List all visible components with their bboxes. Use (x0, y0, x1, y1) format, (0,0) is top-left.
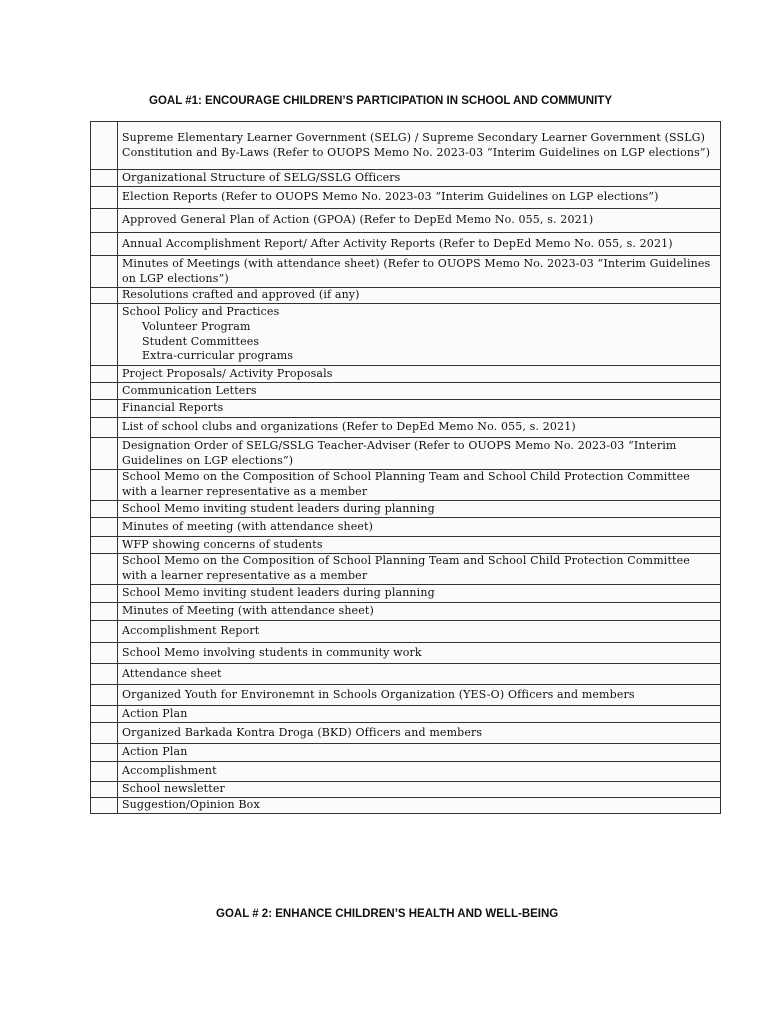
checkbox-cell[interactable] (91, 723, 118, 744)
requirement-text: Attendance sheet (122, 666, 222, 680)
requirement-text: Organized Barkada Kontra Droga (BKD) Officers and members (122, 725, 483, 739)
requirement-cell (118, 744, 721, 762)
checkbox-cell[interactable] (91, 585, 118, 603)
requirement-cell (118, 643, 721, 664)
requirement-cell (118, 685, 721, 706)
checklist-row (91, 762, 721, 782)
checklist-row (91, 366, 721, 383)
requirement-text: Approved General Plan of Action (GPOA) (Refer to DepEd Memo No. 055, s. 2021) (122, 213, 594, 227)
requirement-text: School Memo involving students in community work (122, 645, 422, 659)
checklist-row (91, 603, 721, 621)
checkbox-cell[interactable] (91, 643, 118, 664)
checklist-row (91, 643, 721, 664)
requirement-text: Annual Accomplishment Report/ After Activity Reports (Refer to DepEd Memo No. 055, s. 2021) (122, 236, 673, 250)
requirement-cell (118, 187, 721, 209)
requirement-text: Accomplishment (122, 764, 217, 778)
requirement-cell (118, 603, 721, 621)
checklist-row (91, 256, 721, 288)
checklist-row (91, 685, 721, 706)
requirement-text: Financial Reports (122, 401, 224, 415)
requirement-text: Project Proposals/ Activity Proposals (122, 366, 333, 380)
checklist-row (91, 621, 721, 643)
checkbox-cell[interactable] (91, 554, 118, 585)
requirement-cell (118, 383, 721, 400)
checkbox-cell[interactable] (91, 603, 118, 621)
requirement-text: Minutes of meeting (with attendance sheet) (122, 519, 374, 533)
requirement-cell (118, 706, 721, 723)
checkbox-cell[interactable] (91, 383, 118, 400)
requirement-cell (118, 501, 721, 518)
requirement-cell (118, 621, 721, 643)
checklist-row (91, 418, 721, 438)
requirement-cell (118, 418, 721, 438)
checklist-row (91, 170, 721, 187)
checkbox-cell[interactable] (91, 366, 118, 383)
requirement-text: Minutes of Meeting (with attendance sheet) (122, 604, 374, 618)
checkbox-cell[interactable] (91, 418, 118, 438)
checklist-row (91, 233, 721, 256)
sub-item-text: Volunteer Program (142, 319, 251, 333)
requirement-cell (118, 798, 721, 814)
checklist-row (91, 706, 721, 723)
requirement-cell (118, 518, 721, 537)
checkbox-cell[interactable] (91, 304, 118, 366)
requirement-text: Resolutions crafted and approved (if any) (122, 288, 360, 302)
checklist-row (91, 400, 721, 418)
sub-item-text: Student Committees (142, 334, 260, 348)
requirement-cell (118, 400, 721, 418)
requirement-cell (118, 762, 721, 782)
requirement-cell (118, 256, 721, 288)
checkbox-cell[interactable] (91, 122, 118, 170)
requirement-cell (118, 664, 721, 685)
checklist-row (91, 304, 721, 366)
requirement-text: Organized Youth for Environemnt in Schools Organization (YES-O) Officers and members (122, 687, 635, 701)
requirement-cell (118, 723, 721, 744)
checkbox-cell[interactable] (91, 798, 118, 814)
requirement-text: List of school clubs and organizations (Refer to DepEd Memo No. 055, s. 2021) (122, 420, 576, 434)
checklist-row (91, 537, 721, 554)
checkbox-cell[interactable] (91, 170, 118, 187)
checkbox-cell[interactable] (91, 744, 118, 762)
requirement-cell (118, 233, 721, 256)
checkbox-cell[interactable] (91, 187, 118, 209)
checkbox-cell[interactable] (91, 438, 118, 470)
checklist-row (91, 585, 721, 603)
requirement-cell (118, 209, 721, 233)
checkbox-cell[interactable] (91, 209, 118, 233)
requirement-text: WFP showing concerns of students (122, 537, 323, 551)
requirement-cell (118, 554, 721, 585)
checkbox-cell[interactable] (91, 400, 118, 418)
checkbox-cell[interactable] (91, 621, 118, 643)
checkbox-cell[interactable] (91, 256, 118, 288)
checklist-row (91, 554, 721, 585)
checklist-row (91, 518, 721, 537)
requirement-cell (118, 366, 721, 383)
requirement-text: School Memo on the Composition of School Planning Team and School Child Protection Committee with a learner representative as a member (122, 554, 690, 582)
requirement-cell (118, 304, 721, 366)
requirement-cell (118, 122, 721, 170)
checkbox-cell[interactable] (91, 518, 118, 537)
requirement-text: Accomplishment Report (122, 624, 260, 638)
checkbox-cell[interactable] (91, 501, 118, 518)
checklist-body (91, 122, 721, 814)
goal-2-title: GOAL # 2: ENHANCE CHILDREN’S HEALTH AND WELL-BEING (216, 908, 559, 920)
requirement-cell (118, 782, 721, 798)
checkbox-cell[interactable] (91, 685, 118, 706)
requirement-text: School Memo on the Composition of School Planning Team and School Child Protection Committee with a learner representative as a member (122, 470, 690, 498)
checklist-row (91, 209, 721, 233)
requirement-cell (118, 438, 721, 470)
requirement-text: Election Reports (Refer to OUOPS Memo No. 2023-03 “Interim Guidelines on LGP elections”) (122, 190, 659, 204)
requirement-text: Action Plan (122, 706, 188, 720)
requirement-cell (118, 537, 721, 554)
checkbox-cell[interactable] (91, 664, 118, 685)
checklist-row (91, 288, 721, 304)
sub-item-text: Extra-curricular programs (142, 349, 294, 363)
checklist-row (91, 438, 721, 470)
requirement-text: School Memo inviting student leaders during planning (122, 501, 435, 515)
checklist-row (91, 470, 721, 501)
goal-1-title: GOAL #1: ENCOURAGE CHILDREN’S PARTICIPATION IN SCHOOL AND COMMUNITY (149, 95, 612, 107)
requirement-cell (118, 170, 721, 187)
requirement-text: Designation Order of SELG/SSLG Teacher-Adviser (Refer to OUOPS Memo No. 2023-03 “Interim Guidelines on LGP elections”) (122, 438, 677, 467)
requirement-text: Organizational Structure of SELG/SSLG Officers (122, 170, 401, 184)
requirement-cell (118, 585, 721, 603)
checklist-row (91, 501, 721, 518)
checklist-row (91, 122, 721, 170)
checklist-row (91, 187, 721, 209)
requirement-text: Supreme Elementary Learner Government (SELG) / Supreme Secondary Learner Government (SSLG) Constitution and By-Laws (Refer to OUOPS Memo No. 2023-03 “Interim Guidelines on LGP elections”) (122, 130, 711, 159)
checklist-row (91, 723, 721, 744)
checkbox-cell[interactable] (91, 470, 118, 501)
checkbox-cell[interactable] (91, 233, 118, 256)
requirement-cell (118, 470, 721, 501)
checklist-row (91, 383, 721, 400)
checkbox-cell[interactable] (91, 288, 118, 304)
checklist-row (91, 782, 721, 798)
checkbox-cell[interactable] (91, 537, 118, 554)
requirement-text: Action Plan (122, 745, 188, 759)
requirement-text: School Memo inviting student leaders during planning (122, 586, 435, 600)
checklist-row (91, 664, 721, 685)
requirement-cell (118, 288, 721, 304)
requirement-text: Communication Letters (122, 383, 257, 397)
checklist-row (91, 798, 721, 814)
requirement-text: Minutes of Meetings (with attendance sheet) (Refer to OUOPS Memo No. 2023-03 “Interim Guidelines on LGP elections”) (122, 256, 711, 285)
goal-1-checklist-table (90, 121, 721, 814)
checkbox-cell[interactable] (91, 762, 118, 782)
requirement-text: School Policy and Practices (122, 305, 280, 319)
checkbox-cell[interactable] (91, 706, 118, 723)
checklist-row (91, 744, 721, 762)
checkbox-cell[interactable] (91, 782, 118, 798)
requirement-text: Suggestion/Opinion Box (122, 798, 260, 811)
requirement-text: School newsletter (122, 782, 225, 796)
